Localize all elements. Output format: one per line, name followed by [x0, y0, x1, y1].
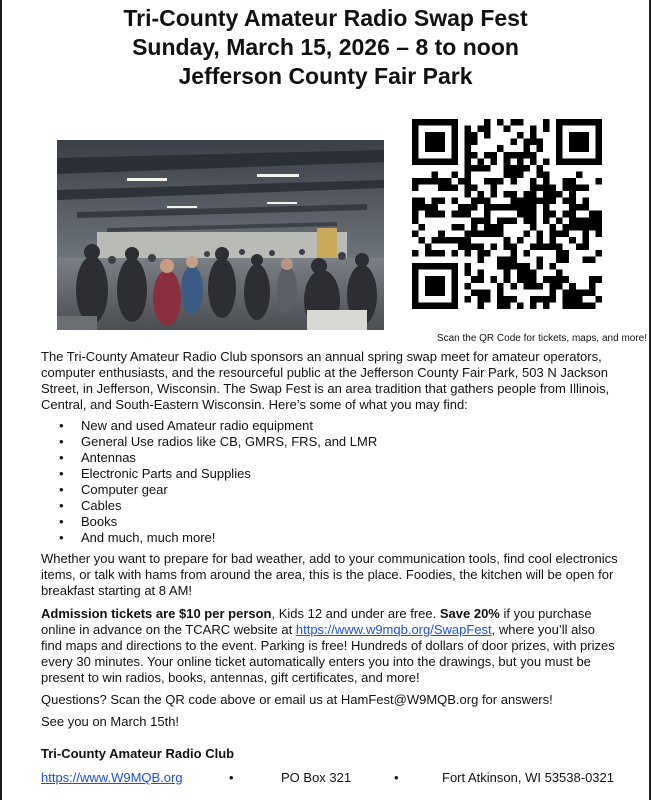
club-website-link[interactable]: https://www.W9MQB.org	[41, 770, 183, 785]
findings-list	[41, 418, 619, 546]
qr-caption: Scan the QR Code for tickets, maps, and more!	[436, 333, 647, 344]
footer-city: Fort Atkinson, WI 53538-0321	[442, 770, 614, 785]
footer-bullet: •	[229, 770, 234, 785]
list-item: • Books	[81, 514, 619, 530]
list-item: • Electronic Parts and Supplies	[81, 466, 619, 482]
title-venue: Jefferson County Fair Park	[178, 63, 473, 89]
admission-kids: , Kids 12 and under are free.	[271, 606, 440, 621]
list-item: • And much, much more!	[81, 530, 619, 546]
footer-club-name: Tri-County Amateur Radio Club	[41, 746, 235, 761]
see-you-paragraph: See you on March 15th!	[41, 714, 180, 729]
list-item: • General Use radios like CB, GMRS, FRS, and LMR	[81, 434, 619, 450]
intro-paragraph: The Tri-County Amateur Radio Club sponsors an annual spring swap meet for amateur operators, computer enthusiasts, and the resourceful public at the Jefferson County Fair Park, 503 N Jackson Street, in Jefferson, Wisconsin. The Swap Fest is an area tradition that gathers people from Illinois, Central, and South-Eastern Wisconsin. Here’s some of what you may find:	[41, 349, 610, 412]
list-item: • New and used Amateur radio equipment	[81, 418, 619, 434]
footer-bullet: •	[394, 770, 399, 785]
page-border-left	[0, 0, 2, 800]
swap-fest-crowd-photo	[57, 140, 384, 330]
flyer-body	[41, 349, 619, 730]
weather-paragraph: Whether you want to prepare for bad weather, add to your communication tools, find cool electronics items, or talk with hams from around the area, this is the place. Foodies, the kitchen will be open for breakfast starting at 8 AM!	[41, 551, 618, 598]
title-date-time: Sunday, March 15, 2026 – 8 to noon	[132, 34, 519, 60]
list-item: • Cables	[81, 498, 619, 514]
footer-po-box: PO Box 321	[281, 770, 352, 785]
flyer-title	[0, 4, 651, 91]
admission-paragraph	[41, 606, 619, 686]
admission-details: , where you’ll also find maps and directions to the event. Parking is free! Hundreds of dollars of door prizes, with prizes every 30 minutes. Your online ticket automatically enters you into the drawings, but you must be present to win radios, books, antennas, gift certificates, and more!	[41, 622, 615, 685]
admission-price: Admission tickets are $10 per person	[41, 606, 272, 621]
admission-discount: Save 20%	[439, 606, 500, 621]
swapfest-link[interactable]: https://www.w9mqb.org/SwapFest	[295, 622, 492, 637]
list-item: • Antennas	[81, 450, 619, 466]
admission-online: if you purchase online in advance on the TCARC website at	[41, 606, 592, 637]
list-item: • Computer gear	[81, 482, 619, 498]
questions-paragraph: Questions? Scan the QR code above or email us at HamFest@W9MQB.org for answers!	[41, 692, 553, 707]
title-event-name: Tri-County Amateur Radio Swap Fest	[123, 5, 528, 31]
tickets-qr-code[interactable]	[412, 119, 602, 309]
